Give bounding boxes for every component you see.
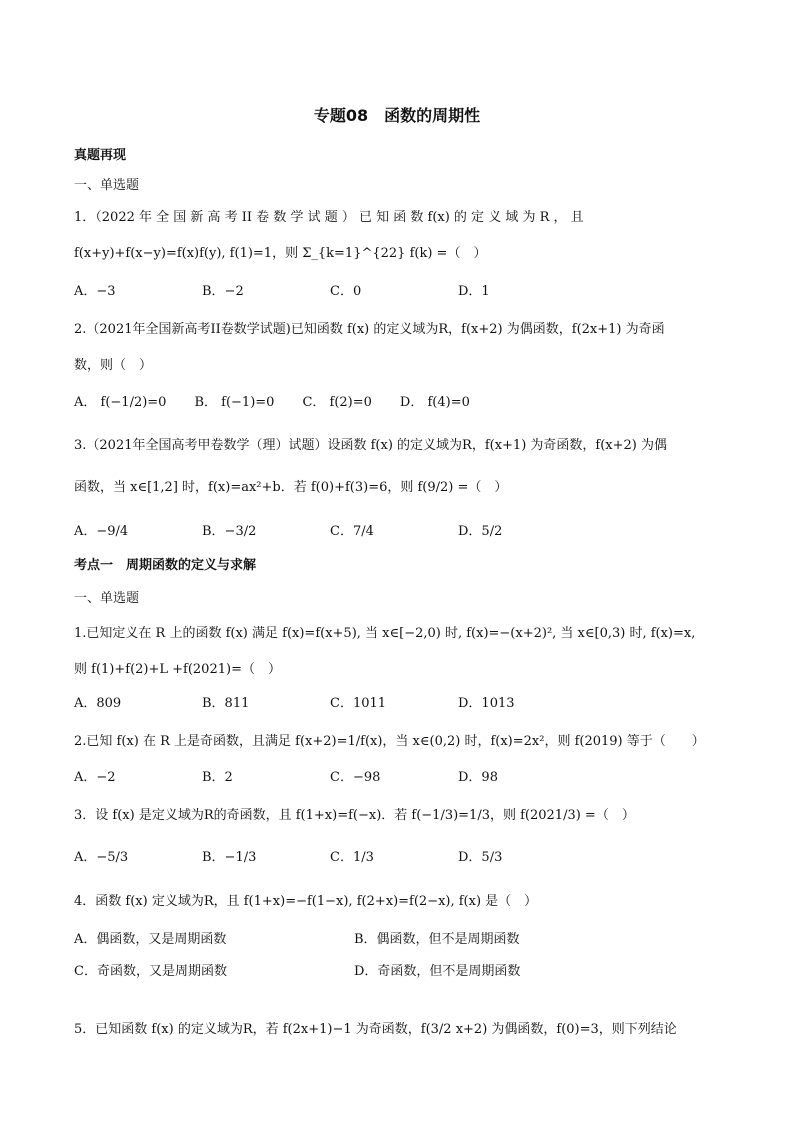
subsection-heading: 一、单选题 [74,178,140,193]
option-b: B．2 [202,770,233,785]
problem-1-line-1: 1.已知定义在 R 上的函数 f(x) 满足 f(x)=f(x+5), 当 x∈[−2,0) 时, f(x)=−(x+2)², 当 x∈[0,3) 时, f(x)=x, [74,626,696,641]
option-c: C．1/3 [330,850,374,865]
option-d: D． f(4)=0 [399,395,470,410]
question-3-line-1: 3.（2021年全国高考甲卷数学（理）试题）设函数 f(x) 的定义域为R，f(x+1) 为奇函数，f(x+2) 为偶 [74,438,667,453]
problem-2-options [74,768,586,788]
subsection-heading: 一、单选题 [74,591,140,606]
option-b: B．−3/2 [202,524,257,539]
option-d: D．奇函数，但不是周期函数 [354,964,521,979]
option-a: A．−9/4 [74,524,129,539]
problem-1-options [74,694,586,714]
question-2-line-2: 数，则（ ） [74,358,153,373]
option-d: D．98 [458,770,498,785]
option-d: D．5/2 [458,524,503,539]
question-1-line-1: 1．（2022 年 全 国 新 高 考 II 卷 数 学 试 题 ） 已 知 函 数 f(x) 的 定 义 域 为 R ， 且 [74,210,584,225]
option-c: C．1011 [330,696,387,711]
option-c: C． f(2)=0 [302,395,372,410]
problem-4-options [74,928,720,988]
option-a: A． f(−1/2)=0 [74,395,167,410]
question-3-options [74,522,586,542]
option-a: A．−5/3 [74,850,129,865]
problem-2-line-1: 2.已知 f(x) 在 R 上是奇函数，且满足 f(x+2)=1/f(x)，当 x∈(0,2) 时，f(x)=2x²，则 f(2019) 等于（ ） [74,734,705,749]
option-a: A．809 [74,696,122,711]
problem-1-line-2: 则 f(1)+f(2)+L +f(2021)=（ ） [74,662,281,677]
question-1-options [74,282,586,302]
option-c: C．−98 [330,770,381,785]
option-b: B．偶函数，但不是周期函数 [354,932,520,947]
option-c: C．0 [330,284,362,299]
option-b: B．−1/3 [202,850,257,865]
option-a: A．偶函数，又是周期函数 [74,932,227,947]
option-d: D．1013 [458,696,515,711]
problem-5-line-1: 5．已知函数 f(x) 的定义域为R，若 f(2x+1)−1 为奇函数，f(3/2 x+2) 为偶函数，f(0)=3，则下列结论 [74,1022,677,1037]
question-3-line-2: 函数，当 x∈[1,2] 时，f(x)=ax²+b．若 f(0)+f(3)=6，则 f(9/2) =（ ） [74,480,508,495]
option-d: D．5/3 [458,850,503,865]
question-2-options [74,393,498,413]
option-c: C．7/4 [330,524,374,539]
option-a: A．−2 [74,770,116,785]
section-heading: 真题再现 [74,148,127,163]
problem-4-line-1: 4．函数 f(x) 定义域为R，且 f(1+x)=−f(1−x), f(2+x)=f(2−x), f(x) 是（ ） [74,894,538,909]
option-d: D．1 [458,284,490,299]
page-title: 专题08 函数的周期性 [313,106,481,125]
question-1-line-2: f(x+y)+f(x−y)=f(x)f(y), f(1)=1，则 Σ_{k=1}^{22} f(k) =（ ） [74,246,487,261]
problem-3-line-1: 3．设 f(x) 是定义域为R的奇函数，且 f(1+x)=f(−x)．若 f(−1/3)=1/3，则 f(2021/3) =（ ） [74,808,635,823]
option-b: B．811 [202,696,250,711]
problem-3-options [74,848,586,868]
section-heading: 考点一 周期函数的定义与求解 [74,558,257,573]
option-a: A．−3 [74,284,116,299]
question-2-line-1: 2.（2021年全国新高考II卷数学试题)已知函数 f(x) 的定义域为R，f(x+2) 为偶函数，f(2x+1) 为奇函 [74,322,665,337]
option-c: C．奇函数，又是周期函数 [74,964,227,979]
option-b: B．−2 [202,284,244,299]
option-b: B． f(−1)=0 [194,395,275,410]
